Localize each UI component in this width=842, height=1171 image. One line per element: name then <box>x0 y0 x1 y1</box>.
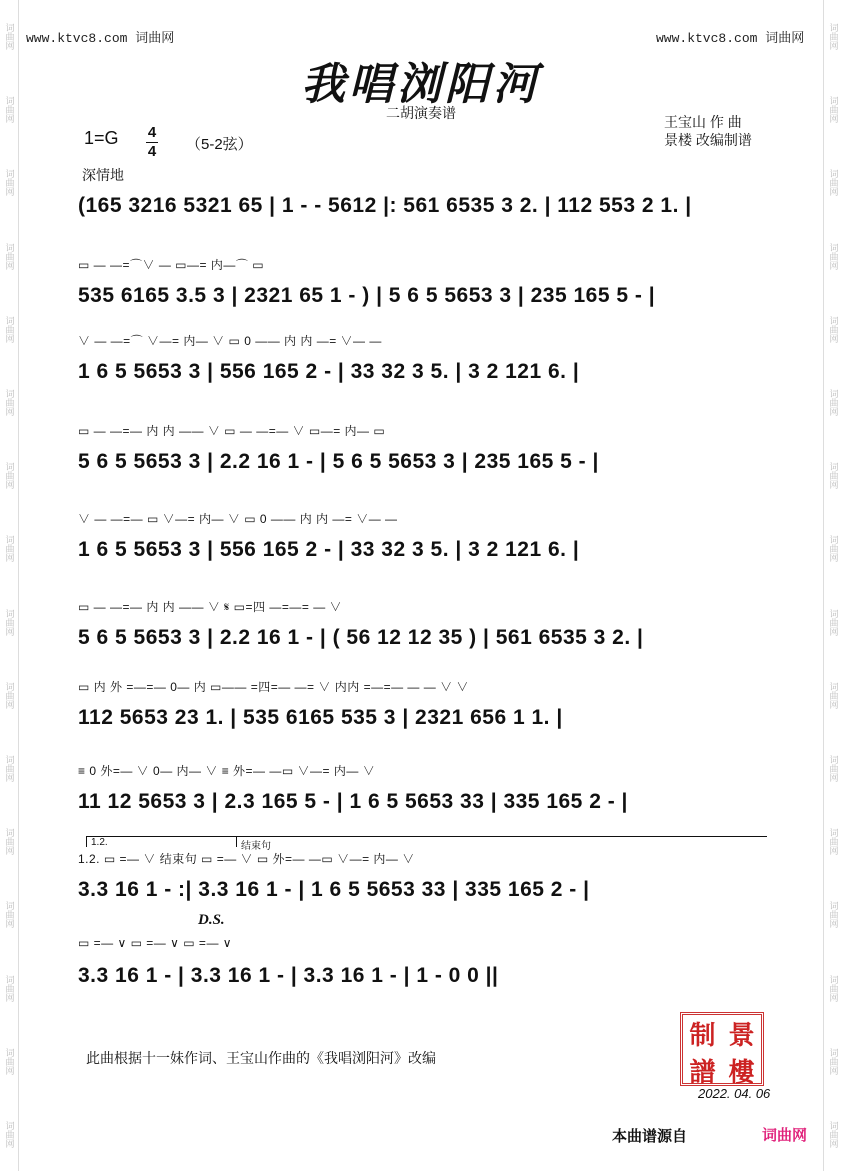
side-watermark-text: 词曲网 <box>4 1120 15 1148</box>
staff-row <box>78 848 766 920</box>
side-watermark-text: 词曲网 <box>4 1047 15 1075</box>
bowing-marks: ≡ 0 外=— ∨ 0— 内— ∨ ≡ 外=— —▭ ∨—= 内— ∨ <box>78 764 376 778</box>
staff-row <box>78 330 766 402</box>
notation-line: 1 6 5 5653 3 | 556 165 2 - | 33 32 3 5. | 3 2 121 6. | <box>78 538 580 561</box>
final-ending: 结束句 <box>236 836 767 847</box>
notation-line: 5 6 5 5653 3 | 2.2 16 1 - | 5 6 5 5653 3 | 235 165 5 - | <box>78 450 599 473</box>
side-watermark-text: 词曲网 <box>4 389 15 417</box>
source-label: 本曲谱源自 <box>612 1128 688 1145</box>
notation-line: 1 6 5 5653 3 | 556 165 2 - | 33 32 3 5. | 3 2 121 6. | <box>78 360 580 383</box>
site-watermark-left: www.ktvc8.com 词曲网 <box>26 31 175 46</box>
score-title: 我唱浏阳河 <box>301 60 541 109</box>
side-watermark-text: 词曲网 <box>828 901 839 929</box>
ds-mark: D.S. <box>198 912 225 928</box>
notation-line: 3.3 16 1 - | 3.3 16 1 - | 3.3 16 1 - | 1 - 0 0 || <box>78 964 499 987</box>
side-watermark-text: 词曲网 <box>828 828 839 856</box>
side-watermark-text: 词曲网 <box>828 535 839 563</box>
notation-line: 11 12 5653 3 | 2.3 165 5 - | 1 6 5 5653 33 | 335 165 2 - | <box>78 790 628 813</box>
side-watermark-text: 词曲网 <box>4 681 15 709</box>
side-watermark-text: 词曲网 <box>4 754 15 782</box>
staff-row <box>78 186 766 258</box>
string-tuning: （5-2弦） <box>186 136 253 153</box>
staff-row <box>78 934 766 1006</box>
bowing-marks: ▭ — —=— 内 内 —— ∨ 𝄋 ▭=四 —=—= — ∨ <box>78 600 343 614</box>
side-watermark-text: 词曲网 <box>4 315 15 343</box>
side-watermark-text: 词曲网 <box>4 828 15 856</box>
side-watermark-text: 词曲网 <box>828 462 839 490</box>
bowing-marks: ▭ =— ∨ ▭ =— ∨ ▭ =— ∨ <box>78 936 233 950</box>
staff-row <box>78 760 766 832</box>
notation-line: 5 6 5 5653 3 | 2.2 16 1 - | ( 56 12 12 35 ) | 561 6535 3 2. | <box>78 626 644 649</box>
side-watermark-text: 词曲网 <box>828 681 839 709</box>
bowing-marks: ∨ — —=— ▭ ∨—= 内— ∨ ▭ 0 —— 内 内 —= ∨— — <box>78 512 398 526</box>
seal-char: 景 <box>728 1021 755 1050</box>
staff-row <box>78 254 766 326</box>
meter-bottom: 4 <box>147 143 157 160</box>
side-watermark-text: 词曲网 <box>828 389 839 417</box>
time-signature <box>146 125 158 160</box>
bowing-marks: 1.2. ▭ =— ∨ 结束句 ▭ =— ∨ ▭ 外=— —▭ ∨—= 内— ∨ <box>78 852 415 866</box>
side-watermark-text: 词曲网 <box>4 974 15 1002</box>
seal-stamp <box>680 1012 764 1086</box>
seal-char: 制 <box>689 1021 716 1050</box>
notation-line: (165 3216 5321 65 | 1 - - 5612 |: 561 6535 3 2. | 112 553 2 1. | <box>78 194 692 217</box>
side-watermark-text: 词曲网 <box>828 974 839 1002</box>
side-watermark-text: 词曲网 <box>4 23 15 51</box>
side-watermark-text: 词曲网 <box>828 96 839 124</box>
bowing-marks: ▭ 内 外 =—=— 0— 内 ▭—— =四=— —= ∨ 内内 =—=— — — ∨ ∨ <box>78 680 469 694</box>
side-watermark-text: 词曲网 <box>828 1120 839 1148</box>
side-watermark-text: 词曲网 <box>828 23 839 51</box>
composer-credit: 王宝山 作 曲 <box>664 114 742 130</box>
bowing-marks: ▭ — —=— 内 内 —— ∨ ▭ — —=— ∨ ▭—= 内— ▭ <box>78 424 386 438</box>
notation-line: 535 6165 3.5 3 | 2321 65 1 - ) | 5 6 5 5653 3 | 235 165 5 - | <box>78 284 656 307</box>
expression-mark: 深情地 <box>82 167 124 183</box>
arranger-credit: 景楼 改编制谱 <box>664 132 752 148</box>
right-watermark-strip <box>823 0 842 1171</box>
meter-top: 4 <box>147 124 157 141</box>
side-watermark-text: 词曲网 <box>4 901 15 929</box>
arrangement-note: 此曲根据十一妹作词、王宝山作曲的《我唱浏阳河》改编 <box>86 1050 436 1066</box>
date: 2022. 04. 06 <box>698 1086 771 1101</box>
side-watermark-text: 词曲网 <box>4 169 15 197</box>
side-watermark-text: 词曲网 <box>828 242 839 270</box>
key-signature: 1=G <box>84 128 119 148</box>
side-watermark-text: 词曲网 <box>828 315 839 343</box>
side-watermark-text: 词曲网 <box>4 608 15 636</box>
notation-line: 3.3 16 1 - :| 3.3 16 1 - | 1 6 5 5653 33 | 335 165 2 - | <box>78 878 590 901</box>
side-watermark-text: 词曲网 <box>4 462 15 490</box>
side-watermark-text: 词曲网 <box>4 535 15 563</box>
seal-char: 樓 <box>728 1058 755 1087</box>
side-watermark-text: 词曲网 <box>828 608 839 636</box>
ending-brackets <box>80 836 770 852</box>
first-ending: 1.2. <box>86 836 241 847</box>
seal-char: 譜 <box>689 1058 716 1087</box>
notation-line: 112 5653 23 1. | 535 6165 535 3 | 2321 656 1 1. | <box>78 706 563 729</box>
side-watermark-text: 词曲网 <box>828 169 839 197</box>
side-watermark-text: 词曲网 <box>4 242 15 270</box>
bowing-marks: ∨ — —=⌒ ∨—= 内— ∨ ▭ 0 —— 内 内 —= ∨— — <box>78 334 382 348</box>
brand-link[interactable]: 词曲网 <box>762 1127 808 1144</box>
score-subtitle: 二胡演奏谱 <box>386 105 456 121</box>
bowing-marks: ▭ — —=⌒∨ — ▭—= 内—⌒ ▭ <box>78 258 265 272</box>
side-watermark-text: 词曲网 <box>828 1047 839 1075</box>
left-watermark-strip <box>0 0 19 1171</box>
staff-row <box>78 676 766 748</box>
staff-row <box>78 596 766 668</box>
staff-row <box>78 508 766 580</box>
side-watermark-text: 词曲网 <box>4 96 15 124</box>
staff-row <box>78 420 766 492</box>
side-watermark-text: 词曲网 <box>828 754 839 782</box>
site-watermark-right: www.ktvc8.com 词曲网 <box>656 31 805 46</box>
